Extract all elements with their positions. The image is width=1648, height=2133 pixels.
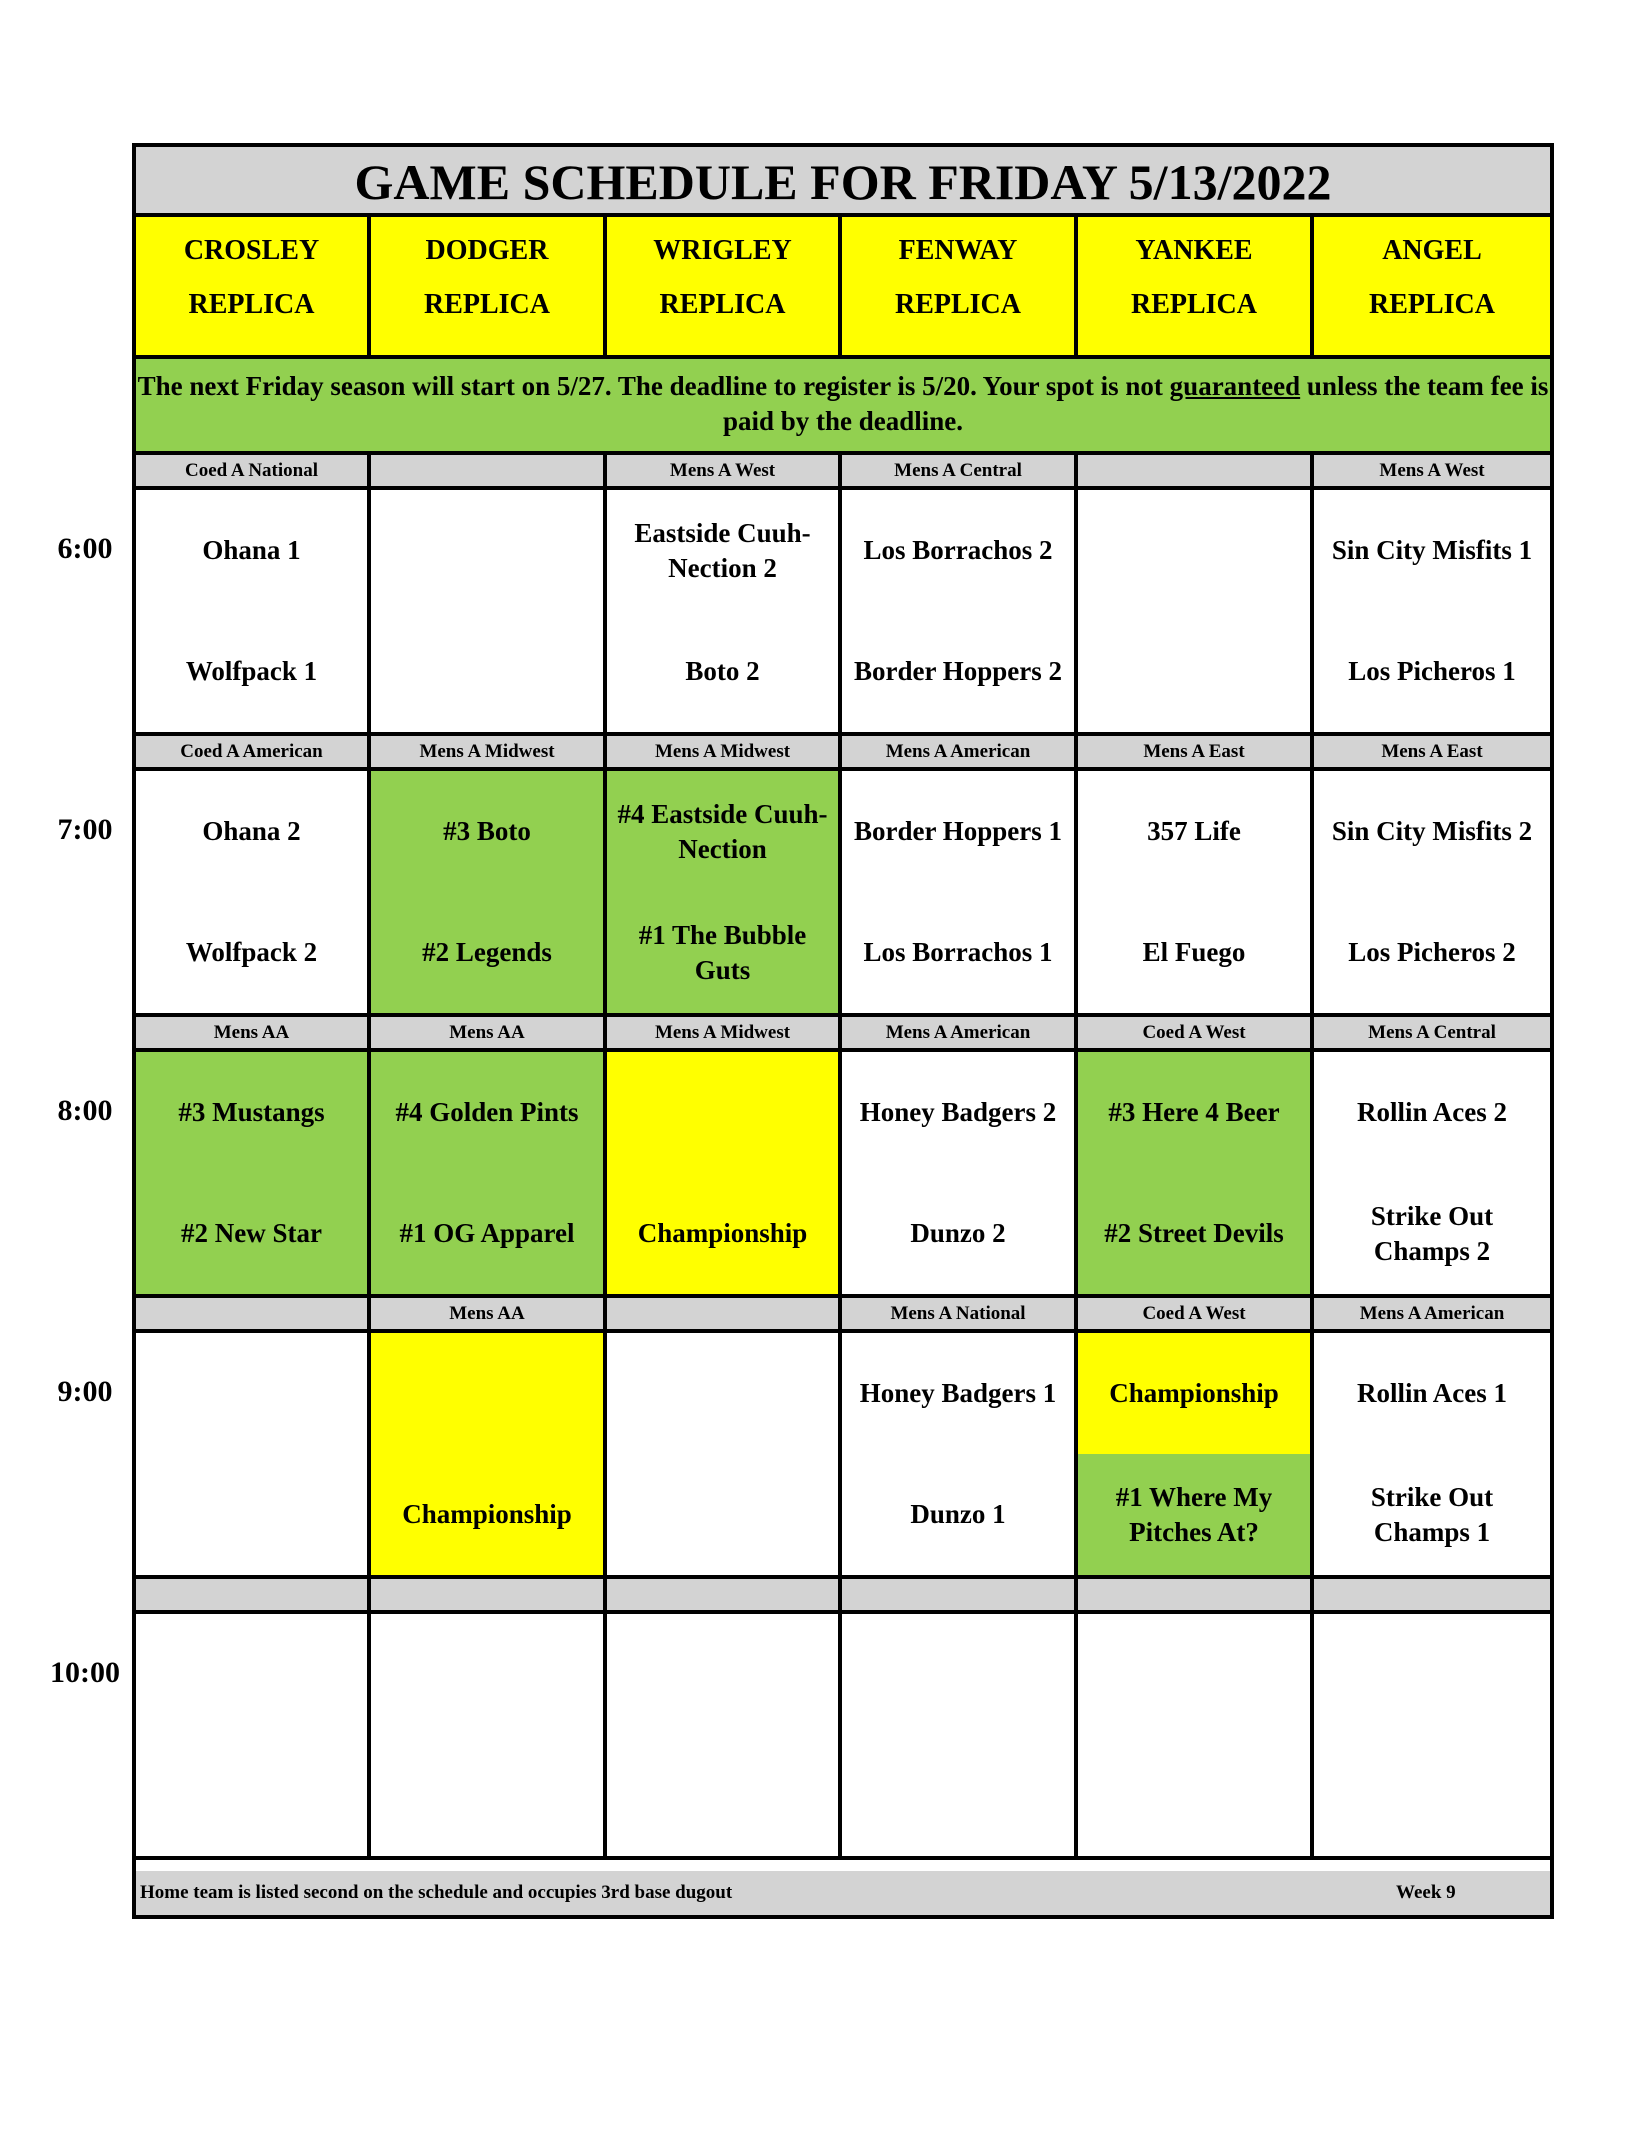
game-cell bbox=[136, 490, 371, 732]
division-label bbox=[1314, 1579, 1550, 1610]
division-label bbox=[136, 1579, 371, 1610]
home-team: Los Picheros 2 bbox=[1348, 937, 1516, 967]
home-team: Border Hoppers 2 bbox=[854, 656, 1062, 686]
home-team: Los Borrachos 1 bbox=[863, 937, 1053, 967]
field-header-row bbox=[136, 217, 1550, 359]
division-label: Mens A East bbox=[1078, 736, 1314, 767]
visitor-team: Los Borrachos 2 bbox=[863, 535, 1053, 565]
championship-label: Championship bbox=[1078, 1333, 1310, 1454]
home-team: #2 Street Devils bbox=[1104, 1218, 1284, 1248]
field-name: DODGER bbox=[425, 235, 549, 266]
field-angel bbox=[1314, 217, 1550, 355]
time-label-9: 9:00 bbox=[57, 1375, 113, 1408]
notice-text-2: unless the team fee is paid by the deadline. bbox=[722, 371, 1549, 436]
home-team: #1 Where My Pitches At? bbox=[1078, 1454, 1310, 1575]
division-label: Mens A Midwest bbox=[371, 736, 607, 767]
home-team: Dunzo 1 bbox=[910, 1499, 1006, 1529]
visitor-team: Honey Badgers 1 bbox=[859, 1378, 1057, 1408]
game-cell bbox=[136, 1614, 371, 1856]
division-label: Coed A National bbox=[136, 455, 371, 486]
game-row-9 bbox=[136, 1333, 1550, 1579]
visitor-team bbox=[1078, 490, 1310, 611]
season-notice bbox=[136, 359, 1550, 455]
game-cell bbox=[1078, 490, 1314, 732]
championship-cell bbox=[371, 1333, 607, 1575]
visitor-team: Ohana 1 bbox=[202, 535, 301, 565]
time-label-7: 7:00 bbox=[57, 813, 113, 846]
game-cell bbox=[1314, 1614, 1550, 1856]
division-row-8 bbox=[136, 1017, 1550, 1052]
home-team: Wolfpack 2 bbox=[185, 937, 318, 967]
championship-cell bbox=[607, 1052, 842, 1294]
notice-underlined: guaranteed bbox=[1169, 371, 1301, 401]
championship-label: Championship bbox=[637, 1218, 808, 1248]
game-cell bbox=[842, 1333, 1078, 1575]
home-team: El Fuego bbox=[1142, 937, 1246, 967]
game-cell bbox=[842, 1614, 1078, 1856]
division-label bbox=[371, 455, 607, 486]
time-label-8: 8:00 bbox=[57, 1094, 113, 1127]
division-label: Mens A American bbox=[1359, 1303, 1505, 1324]
home-team bbox=[1078, 1735, 1310, 1856]
division-row-9 bbox=[136, 1298, 1550, 1333]
home-team: Los Picheros 1 bbox=[1348, 656, 1516, 686]
footer-bar bbox=[136, 1871, 1550, 1915]
visitor-team bbox=[371, 1614, 603, 1735]
visitor-team bbox=[842, 1614, 1074, 1735]
game-cell bbox=[1314, 771, 1550, 1013]
game-cell bbox=[607, 490, 842, 732]
home-team: #2 Legends bbox=[422, 937, 552, 967]
visitor-team: #4 Eastside Cuuh-Nection bbox=[617, 798, 828, 864]
division-label: Mens A East bbox=[1381, 741, 1483, 762]
field-crosley bbox=[136, 217, 371, 355]
home-team bbox=[371, 611, 603, 732]
field-dodger bbox=[371, 217, 607, 355]
visitor-team bbox=[1314, 1614, 1550, 1735]
field-sub: REPLICA bbox=[1130, 289, 1257, 320]
game-cell bbox=[607, 1333, 842, 1575]
playoff-game-cell bbox=[1078, 1052, 1314, 1294]
game-cell bbox=[371, 1614, 607, 1856]
division-label: Coed A American bbox=[136, 736, 371, 767]
game-cell bbox=[1078, 1333, 1314, 1575]
playoff-game-cell bbox=[136, 1052, 371, 1294]
game-cell bbox=[1314, 1333, 1550, 1575]
game-cell bbox=[842, 1052, 1078, 1294]
week-label: Week 9 bbox=[1396, 1882, 1456, 1903]
page-title: GAME SCHEDULE FOR FRIDAY 5/13/2022 bbox=[136, 147, 1550, 217]
field-wrigley bbox=[607, 217, 842, 355]
division-label: Mens A American bbox=[842, 736, 1078, 767]
field-name: CROSLEY bbox=[183, 235, 320, 266]
visitor-team bbox=[371, 1333, 603, 1454]
visitor-team: Eastside Cuuh-Nection 2 bbox=[634, 517, 811, 583]
game-cell bbox=[1078, 1614, 1314, 1856]
home-team bbox=[136, 1735, 367, 1856]
field-name: YANKEE bbox=[1135, 235, 1253, 266]
division-label: Mens A Central bbox=[1368, 1022, 1496, 1043]
game-cell bbox=[1078, 771, 1314, 1013]
field-sub: REPLICA bbox=[659, 289, 786, 320]
division-label: Mens A American bbox=[842, 1017, 1078, 1048]
division-label: Mens A Midwest bbox=[607, 736, 842, 767]
visitor-team: #3 Mustangs bbox=[178, 1097, 325, 1127]
home-team bbox=[842, 1735, 1074, 1856]
time-label-6: 6:00 bbox=[57, 532, 113, 565]
field-sub: REPLICA bbox=[894, 289, 1021, 320]
division-label: Mens AA bbox=[371, 1017, 607, 1048]
home-team-note: Home team is listed second on the schedule and occupies 3rd base dugout bbox=[140, 1882, 733, 1903]
field-name: FENWAY bbox=[898, 235, 1018, 266]
home-team: #2 New Star bbox=[181, 1218, 322, 1248]
division-row-10 bbox=[136, 1579, 1550, 1614]
home-team bbox=[371, 1735, 603, 1856]
division-label bbox=[1078, 455, 1314, 486]
field-yankee bbox=[1078, 217, 1314, 355]
visitor-team bbox=[136, 1614, 367, 1735]
division-label bbox=[1078, 1579, 1314, 1610]
game-row-6 bbox=[136, 490, 1550, 736]
home-team: Strike Out Champs 1 bbox=[1370, 1481, 1494, 1547]
division-label: Coed A West bbox=[1078, 1017, 1314, 1048]
division-label bbox=[136, 1298, 371, 1329]
game-cell bbox=[842, 490, 1078, 732]
game-row-8 bbox=[136, 1052, 1550, 1298]
field-name: ANGEL bbox=[1382, 235, 1482, 266]
visitor-team: #4 Golden Pints bbox=[395, 1097, 579, 1127]
visitor-team: Ohana 2 bbox=[202, 816, 301, 846]
field-sub: REPLICA bbox=[423, 289, 550, 320]
visitor-team bbox=[607, 1614, 838, 1735]
schedule-sheet bbox=[132, 143, 1554, 1919]
visitor-team: Sin City Misfits 1 bbox=[1331, 535, 1533, 565]
division-label: Mens A Midwest bbox=[607, 1017, 842, 1048]
visitor-team: #3 Boto bbox=[443, 816, 531, 846]
division-label: Mens A National bbox=[842, 1298, 1078, 1329]
game-cell bbox=[136, 771, 371, 1013]
home-team: Dunzo 2 bbox=[910, 1218, 1006, 1248]
division-label bbox=[607, 1579, 842, 1610]
field-fenway bbox=[842, 217, 1078, 355]
game-row-7 bbox=[136, 771, 1550, 1017]
division-label: Mens A Central bbox=[842, 455, 1078, 486]
game-row-10 bbox=[136, 1614, 1550, 1860]
division-label bbox=[371, 1579, 607, 1610]
home-team: #1 OG Apparel bbox=[399, 1218, 575, 1248]
visitor-team: 357 Life bbox=[1147, 816, 1241, 846]
visitor-team bbox=[371, 490, 603, 611]
home-team: Wolfpack 1 bbox=[185, 656, 318, 686]
notice-text-1: The next Friday season will start on 5/27. The deadline to register is 5/20. Your spot is not bbox=[137, 371, 1170, 401]
visitor-team: Sin City Misfits 2 bbox=[1331, 816, 1533, 846]
playoff-game-cell bbox=[607, 771, 842, 1013]
visitor-team: Rollin Aces 1 bbox=[1356, 1378, 1507, 1408]
division-label: Mens AA bbox=[371, 1298, 607, 1329]
visitor-team bbox=[607, 1333, 838, 1454]
division-row-7 bbox=[136, 736, 1550, 771]
game-cell bbox=[136, 1333, 371, 1575]
playoff-game-cell bbox=[371, 771, 607, 1013]
game-cell bbox=[1314, 1052, 1550, 1294]
game-cell bbox=[371, 490, 607, 732]
visitor-team bbox=[136, 1333, 367, 1454]
home-team bbox=[607, 1735, 838, 1856]
visitor-team: Border Hoppers 1 bbox=[854, 816, 1062, 846]
home-team bbox=[607, 1454, 838, 1575]
division-label bbox=[842, 1579, 1078, 1610]
time-label-10: 10:00 bbox=[50, 1656, 120, 1689]
playoff-game-cell bbox=[371, 1052, 607, 1294]
visitor-team: Rollin Aces 2 bbox=[1356, 1097, 1507, 1127]
visitor-team bbox=[607, 1052, 838, 1173]
field-sub: REPLICA bbox=[1368, 289, 1495, 320]
championship-label: Championship bbox=[402, 1499, 572, 1529]
game-cell bbox=[1314, 490, 1550, 732]
home-team: #1 The Bubble Guts bbox=[638, 919, 807, 985]
home-team bbox=[1078, 611, 1310, 732]
division-row-6 bbox=[136, 455, 1550, 490]
division-label: Mens AA bbox=[136, 1017, 371, 1048]
division-label: Mens A West bbox=[607, 455, 842, 486]
division-label bbox=[607, 1298, 842, 1329]
game-cell bbox=[842, 771, 1078, 1013]
home-team: Strike Out Champs 2 bbox=[1370, 1200, 1494, 1266]
division-label: Coed A West bbox=[1078, 1298, 1314, 1329]
visitor-team bbox=[1078, 1614, 1310, 1735]
field-sub: REPLICA bbox=[188, 289, 315, 320]
visitor-team: Honey Badgers 2 bbox=[859, 1097, 1057, 1127]
field-name: WRIGLEY bbox=[653, 235, 792, 266]
home-team: Boto 2 bbox=[685, 656, 760, 686]
visitor-team: #3 Here 4 Beer bbox=[1108, 1097, 1280, 1127]
home-team bbox=[136, 1454, 367, 1575]
game-cell bbox=[607, 1614, 842, 1856]
home-team bbox=[1314, 1735, 1550, 1856]
division-label: Mens A West bbox=[1379, 460, 1485, 481]
